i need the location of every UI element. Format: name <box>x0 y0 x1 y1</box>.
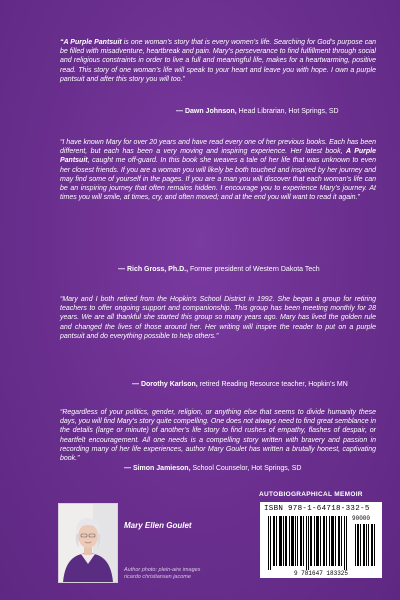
author-name: Mary Ellen Goulet <box>124 521 192 530</box>
attribution-rich-gross <box>118 265 320 274</box>
photo-credit <box>124 567 200 581</box>
reviewer-name: — Rich Gross, Ph.D., <box>118 266 189 273</box>
attribution-dawn-johnson <box>176 107 339 116</box>
reviewer-affiliation: Former president of Western Dakota Tech <box>188 266 320 273</box>
book-title-emphasis: A Purple Pantsuit <box>60 148 376 165</box>
review-dawn-johnson <box>60 38 376 84</box>
review-simon-jamieson <box>60 408 376 463</box>
barcode-image <box>260 502 382 578</box>
review-text-continued: , caught me off-guard. In this book she weaves a tale of her life that was unknown to even her closest friends. If you are a woman you will likely be both touched and inspired by her journey and may find some of yourself in the pages. If you are a man you will discover that each woman’s life can be an inspiring journey that often remains hidden. I encourage you to experience Mary’s journey. At times you will smile, at times, cry, and often moved; and at the end you will want to read it again.” <box>60 157 376 202</box>
book-title-emphasis: “A Purple Pantsuit <box>60 39 122 46</box>
price-code: 90000 <box>352 515 371 522</box>
review-dorothy-karlson <box>60 295 376 341</box>
isbn-number: ISBN 978-1-64718-332-5 <box>264 505 370 513</box>
reviewer-name: — Simon Jamieson, <box>124 465 191 472</box>
author-portrait-image <box>59 504 117 582</box>
reviewer-name: — Dawn Johnson, <box>176 108 237 115</box>
reviewer-affiliation: School Counselor, Hot Springs, SD <box>190 465 302 472</box>
author-photo <box>58 503 118 583</box>
review-text: “Regardless of your politics, gender, religion, or anything else that seems to divide humanity these days, you will find Mary’s story quite compelling. One does not always need to find great semblance in the details (large or minute) of another’s life story to find rushes of empathy, flashes of despair, or heartfelt encouragement. All one needs is a compelling story written with bravery and passion in recording many of her life experiences, author Mary Goulet has written a brutally honest, captivating book.” <box>60 409 376 463</box>
reviewer-affiliation: Head Librarian, Hot Springs, SD <box>236 108 339 115</box>
review-rich-gross <box>60 138 376 202</box>
photo-credit-line: Author photo: plein-aire images <box>124 567 201 573</box>
attribution-simon-jamieson <box>124 464 301 473</box>
barcode-digits: 9 781647 183325 <box>293 570 348 577</box>
reviewer-affiliation: retired Reading Resource teacher, Hopkin’s MN <box>197 381 348 388</box>
genre-label: AUTOBIOGRAPHICAL MEMOIR <box>259 491 363 498</box>
photo-credit-line: ricardo christiansen jacome <box>124 574 191 580</box>
reviewer-name: — Dorothy Karlson, <box>132 381 198 388</box>
review-text: “I have known Mary for over 20 years and have read every one of her previous books. Each has been different, but each has been a very moving and inspiring experience. Her latest book, <box>60 139 376 156</box>
barcode-box <box>260 502 382 578</box>
review-text: “Mary and I both retired from the Hopkin’s School District in 1992. She began a group for retiring teachers to offer ongoing support and companionship. This group has been meeting monthly for 28 years. We are all thankful she started this group so many years ago. Mary has lived the golden rule and changed the lives of those around her. Her writing will inspire the reader to put on a purple pantsuit and do everything possible to help others.” <box>60 296 376 340</box>
review-text: is one woman’s story that is every women’s life. Searching for God’s purpose can be filled with misadventure, heartbreak and pain. Mary’s perseverance to find fulfillment through social and religious constraints in order to live a full and meaningful life, makes for a heartwarming, positive read. This story of one woman’s life will speak to your heart and leave you with hope. I own a purple pantsuit and after this story you will too.” <box>60 39 376 83</box>
attribution-dorothy-karlson <box>132 380 348 389</box>
